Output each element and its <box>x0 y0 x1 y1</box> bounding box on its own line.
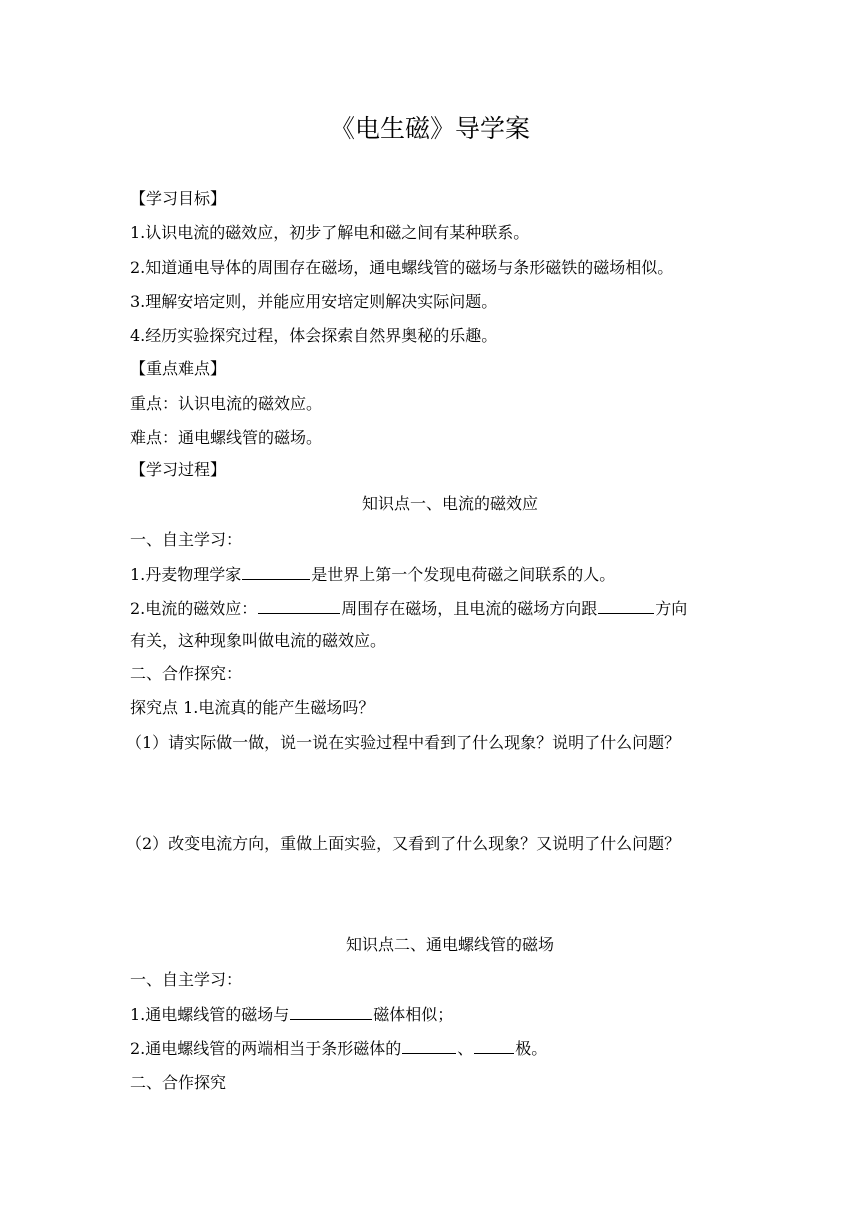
section1-title: 知识点一、电流的磁效应 <box>361 494 538 513</box>
section2-title: 知识点二、通电螺线管的磁场 <box>345 935 554 954</box>
question-text: 方向 <box>655 599 688 618</box>
fill-blank[interactable] <box>598 596 654 614</box>
question-text: 极。 <box>515 1039 548 1058</box>
explore-point-1: 探究点 1.电流真的能产生磁场吗？ <box>130 698 375 717</box>
section2-cooperative-heading: 二、合作探究 <box>130 1073 227 1092</box>
section2-question-2 <box>130 1036 547 1061</box>
process-heading: 【学习过程】 <box>130 460 227 479</box>
explore-question-2: （2）改变电流方向，重做上面实验，又看到了什么现象？又说明了什么问题？ <box>126 834 681 853</box>
fill-blank[interactable] <box>290 1002 372 1020</box>
question-text: 2.通电螺线管的两端相当于条形磁体的 <box>130 1039 402 1058</box>
section2-question-1 <box>130 1002 453 1027</box>
explore-question-1: （1）请实际做一做，说一说在实验过程中看到了什么现象？说明了什么问题？ <box>126 733 681 752</box>
section1-question-1 <box>130 562 615 587</box>
objective-item-1: 1.认识电流的磁效应，初步了解电和磁之间有某种联系。 <box>130 223 530 242</box>
section1-question-2 <box>130 596 687 621</box>
section1-cooperative-heading: 二、合作探究： <box>130 664 243 683</box>
question-text: 、 <box>457 1039 474 1058</box>
objective-item-4: 4.经历实验探究过程，体会探索自然界奥秘的乐趣。 <box>130 326 498 345</box>
fill-blank[interactable] <box>242 562 310 580</box>
section1-question-2-continued: 有关，这种现象叫做电流的磁效应。 <box>130 631 387 650</box>
question-text: 2.电流的磁效应： <box>130 599 258 618</box>
objective-item-2: 2.知道通电导体的周围存在磁场，通电螺线管的磁场与条形磁铁的磁场相似。 <box>130 258 674 277</box>
question-text: 磁体相似； <box>373 1005 454 1024</box>
question-text: 1.丹麦物理学家 <box>130 565 242 584</box>
key-point: 重点：认识电流的磁效应。 <box>130 394 323 413</box>
difficult-point: 难点：通电螺线管的磁场。 <box>130 428 323 447</box>
objectives-heading: 【学习目标】 <box>130 189 227 208</box>
section1-self-study-heading: 一、自主学习： <box>130 530 243 549</box>
question-text: 周围存在磁场，且电流的磁场方向跟 <box>341 599 598 618</box>
section2-self-study-heading: 一、自主学习： <box>130 970 243 989</box>
key-points-heading: 【重点难点】 <box>130 359 227 378</box>
fill-blank[interactable] <box>258 596 340 614</box>
question-text: 1.通电螺线管的磁场与 <box>130 1005 290 1024</box>
question-text: 是世界上第一个发现电荷磁之间联系的人。 <box>311 565 616 584</box>
fill-blank[interactable] <box>402 1036 456 1054</box>
document-title: 《电生磁》导学案 <box>329 114 530 143</box>
fill-blank[interactable] <box>474 1036 514 1054</box>
objective-item-3: 3.理解安培定则，并能应用安培定则解决实际问题。 <box>130 292 498 311</box>
